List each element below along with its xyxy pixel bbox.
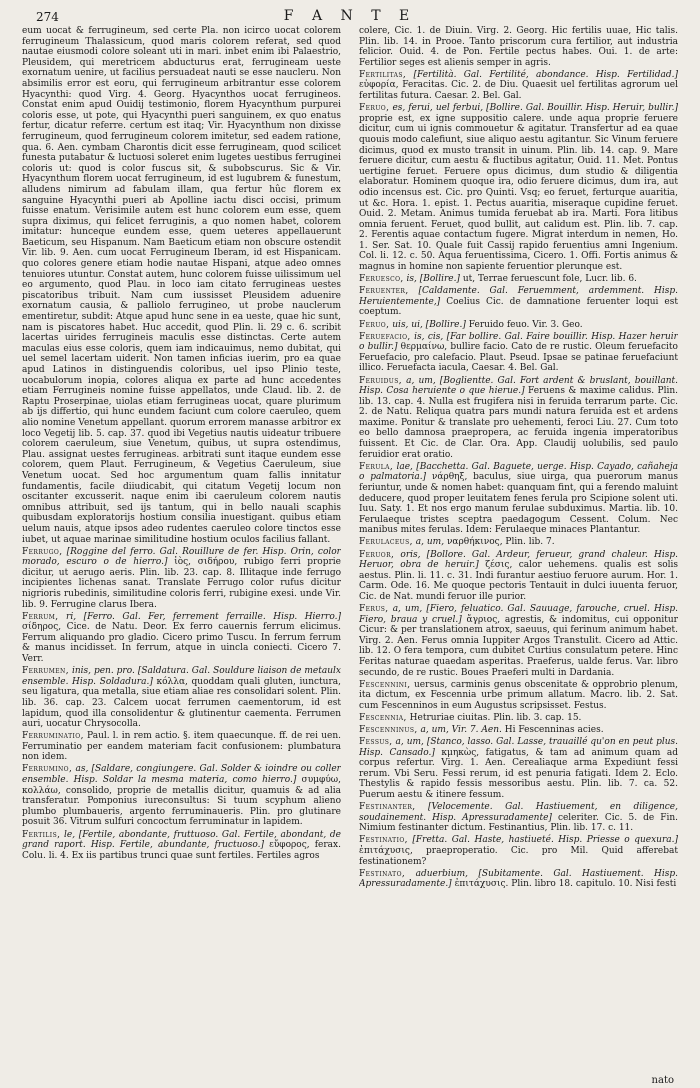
entry-gloss: aduerbium, [Subitamente. Gal. Hastiuement. Hisp. Apressuradamente.] (359, 868, 678, 890)
dictionary-entry (22, 547, 341, 611)
headword: Fertilitas, (359, 69, 407, 80)
dictionary-entry (359, 680, 678, 712)
entry-gloss: is, [Bollire.] (406, 274, 460, 285)
entry-gloss: es, ferui, uel ferbui, [Bollire. Gal. Bouillir. Hisp. Heruir, bullir.] (392, 103, 678, 114)
page-header (18, 4, 682, 26)
entry-body: ἰὸς, σιδήρου, rubigo ferri proprie dicitur, ut aerugo aeris. Plin. lib. 23. cap. 8. Illitaque inde ferrugo incipientes lichenas sanat. Translate Ferrugo color rufus dicitur nigrioris rubedinis, similitudine coloris ferri, rubigine exesi. unde Vir. lib. 9. Ferrugine clarus Ibera. (22, 557, 341, 610)
dictionary-entry (359, 737, 678, 801)
entry-gloss: le, [Fertile, abondante, fruttuoso. Gal. Fertile, abondant, de grand raport. Hisp. Fertile, abundante, fructuoso.] (22, 829, 341, 851)
entry-gloss: oris, [Bollore. Gal. Ardeur, ferueur, grand chaleur. Hisp. Heruor, obra de heruir.] (359, 549, 678, 571)
headword: Feruo, (359, 319, 390, 330)
entry-gloss: a, um, (415, 537, 445, 548)
entry-gloss: a, um, [Fiero, feluatico. Gal. Sauuage, farouche, cruel. Hisp. Fiero, braua y cruel.] (359, 603, 678, 625)
headword: Ferula, (359, 461, 394, 472)
running-head: F A N T E (283, 8, 417, 24)
entry-gloss: [Caldamente. Gal. Feruemment, ardemment. Hisp. Heruientemente,] (359, 286, 678, 307)
entry-gloss: inis, pen. pro. [Saldatura. Gal. Souldure liaison de metaulx ensemble. Hisp. Soldadura.] (22, 666, 341, 687)
headword: Festinatio, (359, 835, 408, 846)
entry-body: σίδηρος, Cice. de Natu. Deor. Ex ferro cauernis ferrum elicimus. Ferrum aliquando pro gladio. Cicero primo Tuscu. In ferrum ferrum & manus incidisset. In ferrum, atque in uincla coniecti. Cicero 7. Verr. (22, 622, 341, 665)
headword: Festinanter, (359, 802, 416, 813)
entry-body: uersus, carminis genus obscenitate & opprobrio plenum, ita dictum, ex Fescennia urbe primum allatum. Macro. lib. 2. Sat. cum Fescenninos in eum Augustus scripsisset. Festus. (359, 679, 678, 711)
entry-body: εὐφορία, Feracitas. Cic. 2. de Diu. Quaesit uel fertilitas agrorum uel fertilitas futura. Caesar. 2. Bel. Gal. (359, 80, 678, 102)
entry-body: κμηκὼς, fatigatus, & tam ad animum quam ad corpus refertur. Virg. 1. Aen. Cerealiaque arma Expediunt fessi rerum. Vbi Seru. Fessi rerum, id est penuria fatigati. Idem 2. Eclo. Thestylis & rapido fessis messoribus aestu. Plin. lib. 7. ca. 52. Puerum aestu & itinere fessum. (359, 747, 678, 801)
headword: Ferrumen, (22, 666, 69, 677)
dictionary-entry (359, 103, 678, 273)
dictionary-entry (359, 835, 678, 867)
dictionary-entry (359, 274, 678, 285)
dictionary-entry (359, 713, 678, 724)
entry-body: συμφύω, κολλάω, consolido, proprie de metallis dicitur, quamuis & ad alia transferatur. Pomponius iureconsultus: Si tuum scyphum alieno plumbo plumbaueris, argento ferruminaueris. Plin. pro glutinare posuit 36. Vitrum sulfuri concoctum ferruminatur in lapidem. (22, 775, 341, 828)
dictionary-entry (22, 666, 341, 730)
entry-gloss: a, um, [Boglientte. Gal. Fort ardent & bruslant, bouillant. Hisp. Cosa heruiente o que hierue.] (359, 375, 678, 397)
dictionary-entry (22, 612, 341, 665)
headword: Ferus, (359, 603, 389, 614)
headword: Ferrumino, (22, 764, 73, 775)
dictionary-entry (359, 550, 678, 603)
headword: Ferulaceus, (359, 537, 413, 548)
dictionary-entry (359, 70, 678, 102)
entry-body: εὔφορος, ferax. Colu. li. 4. Ex iis partibus trunci quae sunt fertiles. Fertiles agros (22, 840, 341, 861)
dictionary-entry (359, 537, 678, 548)
entry-body: νάρθηξ, baculus, siue uirga, qua puerorum manus feriuntur, unde & nomen habet: quanquam fint, qui a ferendo maluint deducere, quod proper leuitatem fenes ferula pro Scipione solent uti. Iuu. Saty. 1. Et nos ergo manum ferulae subduximus. Martia. lib. 10. Ferulaeque tristes sceptra paedagogum Cessent. Colum. Nec manibus mites ferulas. Idem: Ferulaeque minaces Plantantur. (359, 472, 678, 536)
left-column (22, 26, 341, 1074)
dictionary-entry (359, 320, 678, 331)
dictionary-entry (359, 604, 678, 678)
headword: Fescenninus, (359, 725, 418, 735)
entry-body: celeriter. Cic. 5. de Fin. Nimium festinanter dictum. Festinantius, Plin. lib. 17. c. 11. (359, 812, 678, 834)
headword: Fescennini, (359, 679, 411, 690)
continued-text: eum uocat & ferrugineum, sed certe Pla. non icirco uocat colorem ferrugineum Thalassicum, quod maris colorem referat, sed quod nautae eiusmodi colore soleant uti in mari. inbet enim ibi Palaestrio, Pleusidem, qui meretricem abducturus erat, ferrugineam ueste exornatum uenire, ut facilius persuadeat nauti se esse naucleru. Non absimilis error est eoru, qui ferrugineum arbitrantur esse colorem Hyacynthi: quod Virg. 4. Georg. Hyacynthos uocat ferrugineos. Constat enim apud Ouidij testimonio, florem Hyacynthum purpurei coloris esse, ut pote, qui Hyacynthi pueri sanguinem, ex quo enatus fertur, dicatur referre. certum est itaq; Vir. Hyacynthum non dixisse ferrugineum, quod ferrugineum colorem imitetur, sed eadem ratione, qua. 6. Aen. cymbam Charontis dicit esse ferrugineam, quod scilicet funesta putabatur & luctuosi soleret enim lugetes uestibus ferruginei coloris ut: quod is color fuscus sit, & subobscurus. Sic & Vir. Hyacynthum florem uocat ferrugineum, id est lugubrem & funestum, alludens nimirum ad fabulam illam, qua fertur hûc florem ex sanguine Hyacynthi pueri ab Apolline iactu disci occisi, primum fuisse enatum. Verisimile autem est hunc colorem eum esse, quem supra diximus, qui felicet ferruginis, a quo nomen habet, colorem imitatur: hunceque eundem esse, quem ueteres appellauerunt Baeticum, seu Hispanum. Nam Baeticum etiam non obscure ostendit Vir. lib. 9. Aen. cum uocat Ferrugineum Iberam, id est Hispanicam. quo colores genere etiam hodie nautae Hispani, atque adeo omnes tenuiores utuntur. Constat autem, hunc colorem fuisse uilissimum uel eo argumento, quod Plau. in loco iam citato ferrugineas uestes piscatoribus tribuit. Nam cum iussisset Pleusidem aduenire exornatum causia, & palliolo ferrugineo, ut probe nauclerum ementiretur, subdit: Atque apud hunc sene in ea ueste, quae hic sunt, nam is piscatores habet. Huc accedit, quod Plin. li. 29 c. 6. scribit lacertas uirides ferrugineis maculis esse distinctas. Certe autem maculas eius esse coloris, quem iam indicauimus, nemo dubitat, qui uel semel lacertam uiderit. Non tamen inficias iuerim, pro ea quae apud Latinos in distinguendis coloribus, uel ipso Plinio teste, uocabulorum inopia, colores aliqua ex parte ad hunc accedentes etiam Ferrugineis nomine fuisse appellatos, unde Claud. lib. 2. de Raptu Proserpinae, uiolas etiam ferrugineas uocat, quare plurimum ab ijs differtio, qui hunc eundem faciunt cum colore caeruleo, quem alio nomine Venetum appellant. quorum errorem manasse arbitror ex loco Vegetij lib. 5. cap. 37. quod ibi Vegetius nautis uideatur tribuere colorem caeruleum, siue Venetum, quibus, ut supra ostendimus, Plau. assignat uestes ferrugineas. arbitrati sunt itaque eundem esse colorem, quem Plaut. Ferrugineum, & Vegetius Caeruleum, siue Venetum uocat. Sed hoc argumentum quam fallis innitatur fundamentis, facile diiudicabit, qui citatum Vegetij locum non oscitanter excusserit. naque enim ibi caeruleum colorem nautis omnibus attribuit, sed ijs tantum, qui in bello nauali scaphis quibusdam exploratorijs hostium consilia inuestigant. quibus etiam uelum nauis, atque ipsos adeo rudentes caeruleo colore tinctos esse iubet, ut aquae marinae similitudine hostium oculos facilius fallant. (22, 26, 341, 545)
dictionary-entry (359, 332, 678, 374)
text-columns (22, 26, 678, 1074)
entry-body: ἄγριος, agrestis, & indomitus, cui opponitur Cicur: & per translationem atrox, saeuus, qui ferinum animum habet. Virg. 2. Aen. Ferus omnia Iuppiter Argos Transtulit. Cicero ad Attic. lib. 12. O fera tempora, cum dubitet Curtius consulatum petere. Hinc Feritas naturae quaedam asperitas. Praeferus, ualde ferus. Var. libro secundo, de re rustic. Boues Praeferi multi in Dardania. (359, 614, 678, 678)
headword: Fescennia, (359, 712, 407, 723)
headword: Fertilis, (22, 829, 61, 840)
entry-body: ναρθήκινος, Plin. lib. 7. (446, 537, 555, 548)
page-number: 274 (36, 10, 59, 24)
headword: Feruenter, (359, 286, 409, 297)
entry-body: Paul. l. in rem actio. §. item quaecunque. ff. de rei uen. Ferruminatio per eandem materiam facit confusionem: plumbatura non idem. (22, 731, 341, 763)
dictionary-entry (22, 731, 341, 763)
dictionary-entry (359, 286, 678, 318)
right-column (359, 26, 678, 1074)
headword: Ferrum, (22, 611, 59, 622)
entry-body: Coelius Cic. de damnatione feruenter loqui est coeptum. (359, 296, 678, 318)
entry-body: ἐπιτάχυσις. Plin. libro 18. capitulo. 10. Nisi festi (454, 879, 677, 890)
continued-text: colere, Cic. 1. de Diuin. Virg. 2. Georg. Hic fertilis uuae, Hic talis. Plin. lib. 14. in Prooe. Tanto priscorum cura fertilior, aut industria felicior. Ouid. 4. de Pon. Fertile pectus habes. Oui. 1. de arte: Fertilior seges est alienis semper in agris. (359, 26, 678, 68)
entry-gloss: a, um, [Stanco, lasso. Gal. Lasse, trauaillé qu'on en peut plus. Hisp. Cansado.] (359, 737, 678, 758)
entry-body: Hetruriae ciuitas. Plin. lib. 3. cap. 15. (409, 712, 582, 723)
headword: Feruesco, (359, 274, 404, 285)
entry-gloss: a, um, Vir. 7. Aen. (420, 725, 502, 735)
dictionary-entry (359, 725, 678, 736)
headword: Feruefacio, (359, 331, 411, 342)
entry-body: ζέσις, calor uehemens. qualis est solis aestus. Plin. li. 11. c. 31. Indi furantur aestiuo feruore aurum. Hor. 1. Carm. Ode. 16. Me quoque pectoris Tentauit in dulci iuuenta feruor, Cic. de Nat. mundi feruor ille purior. (359, 560, 678, 602)
catchword: nato (651, 1075, 674, 1086)
headword: Ferrugo, (22, 546, 63, 557)
entry-body: Feruido feuo. Vir. 3. Geo. (468, 319, 583, 330)
entry-gloss: [Fertilità. Gal. Fertilité, abondance. Hisp. Fertilidad.] (413, 69, 678, 80)
dictionary-entry (359, 376, 678, 461)
entry-gloss: [Fretta. Gal. Haste, hastiueté. Hisp. Priesse o quexura.] (412, 835, 678, 846)
entry-body: κόλλα, quoddam quali gluten, iunctura, seu ligatura, qua metalla, siue etiam aliae res consolidari solent. Plin. lib. 36. cap. 23. Calcem uocat ferrumen caementorum, id est lapidum, quod illa consolidentur & glutinentur caementa. Ferrumen auri, uocatur Chrysocolla. (22, 676, 341, 730)
dictionary-entry (359, 462, 678, 536)
headword: Ferruminatio, (22, 731, 84, 742)
headword: Feruo, (359, 103, 390, 114)
dictionary-entry (22, 830, 341, 862)
entry-body: ut, Terrae feruescunt fole, Lucr. lib. 6. (462, 274, 637, 285)
entry-gloss: ri, [Ferro. Gal. Fer, ferrement ferraille. Hisp. Hierro.] (66, 611, 341, 622)
entry-body: Hi Fescenninas acies. (504, 725, 604, 735)
entry-gloss: [Roggine del ferro. Gal. Rouillure de fer. Hisp. Orin, color morado, escuro o de hierro.] (22, 546, 341, 568)
dictionary-entry (359, 802, 678, 834)
headword: Fessus, (359, 737, 393, 748)
headword: Feruidus, (359, 375, 403, 386)
entry-gloss: as, [Saldare, congiungere. Gal. Solder & ioindre ou coller ensemble. Hisp. Soldar la mesma materia, como hierro.] (22, 764, 341, 786)
entry-gloss: uis, ui, [Bollire.] (392, 319, 466, 330)
entry-gloss: is, cis, [Far bollire. Gal. Faire bouillir. Hisp. Hazer heruir o bullir.] (359, 331, 678, 353)
headword: Festinato, (359, 868, 406, 879)
entry-body: proprie est, ex igne suppositio calere. unde aqua proprie feruere dicitur, cum ui ignis commouetur & agitatur. Transfertur ad ea quae quouis modo calefiunt, siue aliquo aestu agitantur. Sic Vinum feruere dicimus, quod ex musto transit in uinum. Plin. lib. 14. cap. 9. Mare feruere dicitur, cum aestu & fluctibus agitatur, Ouid. 11. Met. Pontus uertigine feruet. Feruere opus dicimus, dum studio & diligentia elaboratur. Hominem quoque ira, odio feruere dicimus, dum ira, aut odio incensus est. Cic. pro Quinti. Vsq; eo feruet, ferturque auaritia, ut &c. Hora. 1. epist. 1. Pectus auaritia, miseraque cupidine feruet. Ouid. 2. Metam. Animus tumida feruebat ab ira. Marti. Fora litibus omnia feruent. Feruet, quod bullit, aut calidum est. Plin. lib. 7. cap. 2. Ferentis aquae contactum fugere. Migrat interdum in nemen, Ho. 1. Ser. Sat. 10. Quale fuit Cassij rapido feruentius amni Ingenium. Col. li. 12. c. 50. Aqua feruentissima, Cicero. 1. Offi. Fortis animus & magnus in homine non sapiente feruentior plerunque est. (359, 113, 678, 273)
entry-body: Feruens & maxime calidus. Plin. lib. 13. cap. 4. Nulla est frugifera nisi in feruida terrarum parte. Cic. 2. de Natu. Reliqua quatra pars mundi natura feruida est et ardens maxime. Ponitur & translate pro uehementi, feroci Liu. 27. Cum toto eo bello damnosa praepropera, ac feruida ingenia imperatoribus fuissent. Et Cic. de Clar. Ora. App. Claudij uolubilis, sed paulo feruidior erat oratio. (359, 386, 678, 460)
dictionary-entry (22, 764, 341, 828)
headword: Feruor, (359, 549, 395, 560)
entry-body: θερμαίνω, bullire facio. Cato de re rustic. Oleum feruefacito Feruefacio, pro calefacio. Plaut. Pseud. Ipsae se patinae feruefaciunt illico. Feruefacta iacula, Caesar. 4. Bel. Gal. (359, 342, 678, 374)
dictionary-entry (359, 869, 678, 890)
entry-body: ἐπιτάχυσις, praeproperatio. Cic. pro Mil. Quid afferebat festinationem? (359, 846, 678, 867)
entry-gloss: lae, [Bacchetta. Gal. Baguete, uerge. Hisp. Cayado, cañaheja o palmatoria.] (359, 461, 678, 483)
entry-gloss: [Velocemente. Gal. Hastiuement, en diligence, soudainement. Hisp. Apressuradamente] (359, 802, 678, 823)
